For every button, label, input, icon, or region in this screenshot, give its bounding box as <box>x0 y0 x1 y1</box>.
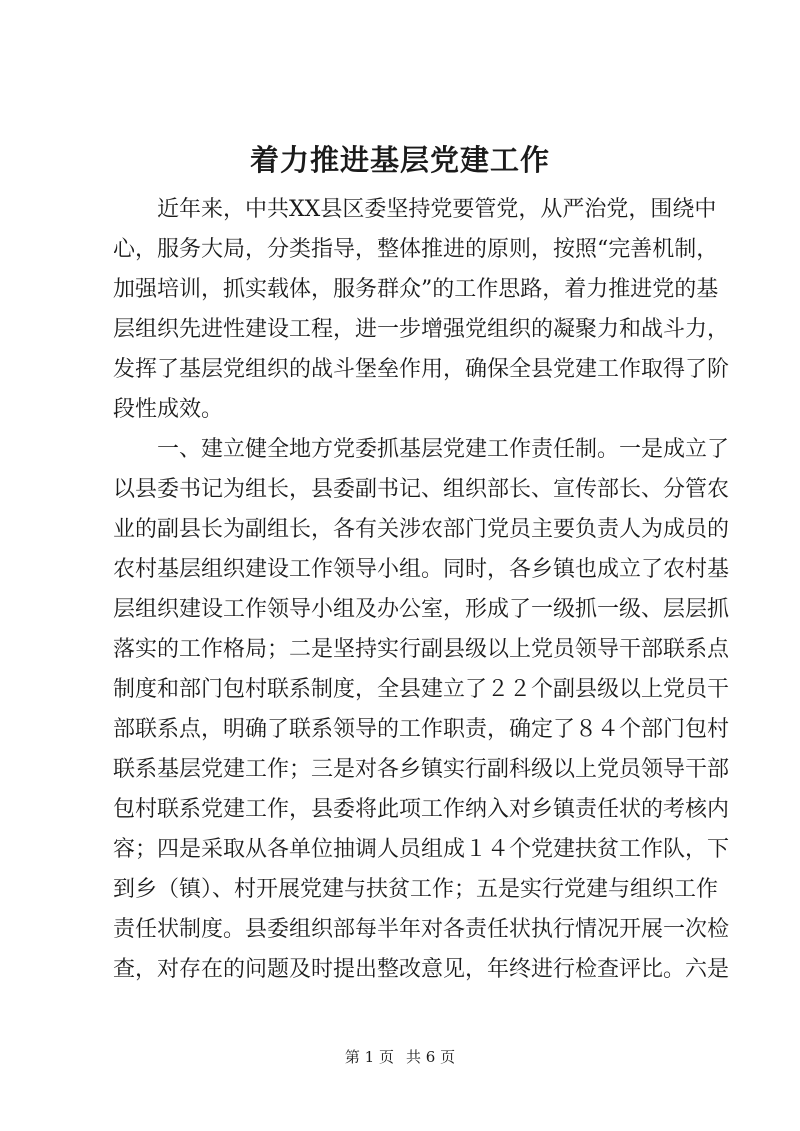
text-line: 心，服务大局，分类指导，整体推进的原则，按照“完善机制， <box>113 237 719 262</box>
document-body <box>113 190 730 990</box>
page-footer <box>0 1047 800 1067</box>
text-line: 以县委书记为组长，县委副书记、组织部长、宣传部长、分管农 <box>113 477 730 502</box>
text-line: 发挥了基层党组织的战斗堡垒作用，确保全县党建工作取得了阶 <box>113 357 730 382</box>
paragraph-intro <box>113 190 730 430</box>
text-line: 查，对存在的问题及时提出整改意见，年终进行检查评比。六是 <box>113 957 730 982</box>
text-line: 加强培训，抓实载体，服务群众”的工作思路，着力推进党的基 <box>113 277 719 302</box>
text-line: 容；四是采取从各单位抽调人员组成１４个党建扶贫工作队，下 <box>113 837 730 862</box>
page-total: 共 6 页 <box>406 1048 456 1066</box>
text-line: 近年来，中共XX县区委坚持党要管党，从严治党，围绕中 <box>157 197 717 222</box>
text-line: 一、建立健全地方党委抓基层党建工作责任制。一是成立了 <box>157 437 730 462</box>
page-number: 第 1 页 <box>344 1048 394 1066</box>
text-line: 层组织先进性建设工程，进一步增强党组织的凝聚力和战斗力， <box>113 317 730 342</box>
text-line: 层组织建设工作领导小组及办公室，形成了一级抓一级、层层抓 <box>113 597 730 622</box>
document-title: 着力推进基层党建工作 <box>249 143 550 177</box>
text-line: 包村联系党建工作，县委将此项工作纳入对乡镇责任状的考核内 <box>113 797 730 822</box>
text-line: 落实的工作格局；二是坚持实行副县级以上党员领导干部联系点 <box>113 637 730 662</box>
text-line: 农村基层组织建设工作领导小组。同时，各乡镇也成立了农村基 <box>113 557 730 582</box>
text-line: 到乡（镇）、村开展党建与扶贫工作；五是实行党建与组织工作 <box>113 877 719 902</box>
text-line: 制度和部门包村联系制度，全县建立了２２个副县级以上党员干 <box>113 677 730 702</box>
text-line: 责任状制度。县委组织部每半年对各责任状执行情况开展一次检 <box>113 917 730 942</box>
text-line: 段性成效。 <box>113 397 224 422</box>
text-line: 联系基层党建工作；三是对各乡镇实行副科级以上党员领导干部 <box>113 757 730 782</box>
paragraph-section-one <box>113 430 730 990</box>
text-line: 部联系点，明确了联系领导的工作职责，确定了８４个部门包村 <box>113 717 730 742</box>
text-line: 业的副县长为副组长，各有关涉农部门党员主要负责人为成员的 <box>113 517 730 542</box>
